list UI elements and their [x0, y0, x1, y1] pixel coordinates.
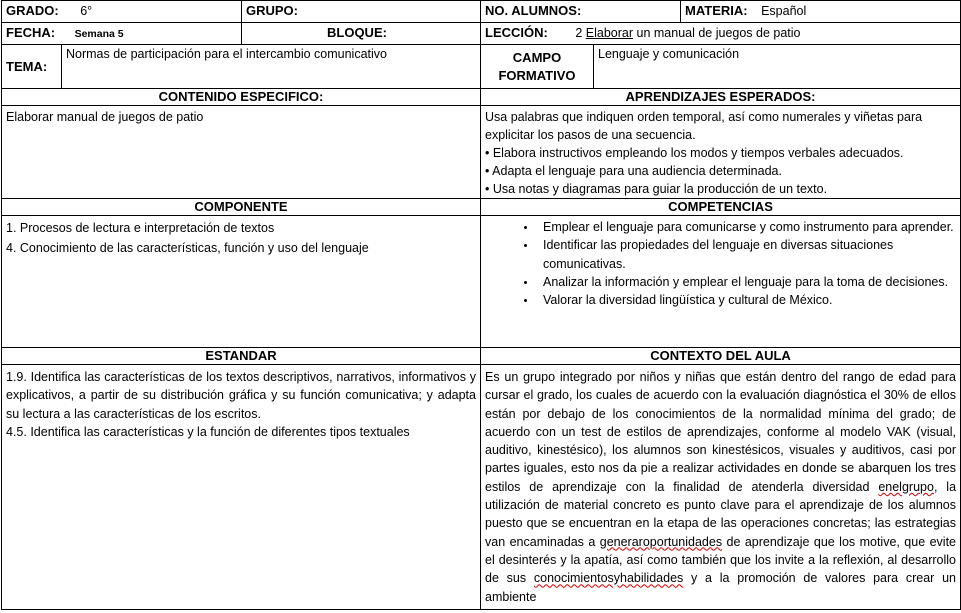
- aprendizaje-line: • Usa notas y diagramas para guiar la producción de un texto.: [485, 182, 828, 196]
- contexto-part: y a la promoción de valores para crear un ambiente: [485, 571, 957, 604]
- materia-label: MATERIA:: [685, 3, 748, 18]
- contenido-heading: CONTENIDO ESPECIFICO:: [2, 89, 481, 106]
- estandar-item: 1.9. Identifica las características de los textos descriptivos, narrativos, informativos y explicativos, a partir de su distribución gráfica y su función comunicativa; y adapta su lectura a las características de los escritos.: [6, 370, 476, 421]
- contexto-part: , la utilización de material concreto es punto clave para el aprendizaje de los alumnos puesto que se encuentran en la etapa de las operaciones concretas; las estrategias van encaminadas a: [485, 479, 957, 549]
- aprendizajes-cell: [481, 106, 961, 199]
- leccion-label: LECCIÓN:: [485, 25, 548, 40]
- header-row-3: [2, 45, 961, 89]
- campo-label-line2: FORMATIVO: [498, 67, 576, 83]
- alumnos-label: NO. ALUMNOS:: [485, 3, 582, 18]
- grado-value: 6°: [80, 4, 93, 18]
- campo-label-cell: [481, 45, 594, 89]
- fecha-cell: [2, 23, 242, 45]
- heading-row-1: [2, 89, 961, 106]
- competencias-heading: COMPETENCIAS: [481, 199, 961, 216]
- estandar-cell: [2, 365, 481, 610]
- content-row-2: [2, 216, 961, 348]
- content-row-3: [2, 365, 961, 610]
- estandar-item: 4.5. Identifica las características y la función de diferentes tipos textuales: [6, 424, 410, 439]
- componente-heading: COMPONENTE: [2, 199, 481, 216]
- alumnos-cell: [481, 1, 681, 23]
- tema-value: Normas de participación para el intercambio comunicativo: [66, 47, 387, 61]
- fecha-label: FECHA:: [6, 25, 56, 40]
- bloque-label: BLOQUE:: [327, 25, 387, 40]
- competencia-item: • Analizar la información y emplear el lenguaje para la toma de decisiones.: [537, 273, 956, 291]
- content-row-1: [2, 106, 961, 199]
- tema-label-cell: [2, 45, 62, 89]
- contexto-text: [485, 368, 956, 606]
- componente-item: 1. Procesos de lectura e interpretación de textos: [6, 221, 275, 235]
- materia-value: Español: [761, 4, 807, 18]
- contexto-part: Es un grupo integrado por niños y niñas que están dentro del rango de edad para cursar el grado, los cuales de acuerdo con la evaluación diagnóstica el 30% de ellos están por debajo de los conocimientos de la normalidad mínima del grado; de acuerdo con un test de estilos de aprendizajes, conforme al modelo VAK (visual, auditivo, kinestésico), los alumnos son kinestésicos, visuales y auditivos, casi por partes iguales, esto nos da pie a realizar actividades en donde se abarquen los tres estilos de aprendizaje con la finalidad de atenderla diversidad: [485, 370, 957, 494]
- campo-value: Lenguaje y comunicación: [598, 47, 740, 61]
- contenido-cell: [2, 106, 481, 199]
- estandar-heading: ESTANDAR: [2, 348, 481, 365]
- heading-row-2: [2, 199, 961, 216]
- aprendizaje-line: Usa palabras que indiquen orden temporal, así como numerales y viñetas para explicitar los pasos de una secuencia.: [485, 110, 923, 142]
- leccion-rest: un manual de juegos de patio: [636, 26, 801, 40]
- lesson-plan-table: [1, 0, 961, 610]
- header-row-1: [2, 1, 961, 23]
- competencias-list: [485, 218, 956, 309]
- contexto-part: de aprendizaje que los motive, que evite el desinterés y la apatía, así como también que los invite a la reflexión, al desarrollo de sus: [485, 534, 957, 586]
- competencia-item: • Identificar las propiedades del lenguaje en diversas situaciones comunicativas.: [537, 236, 956, 273]
- spelling-marked-word: conocimientosyhabilidades: [533, 571, 684, 586]
- aprendizaje-line: • Adapta el lenguaje para una audiencia determinada.: [485, 164, 782, 178]
- competencia-item: • Emplear el lenguaje para comunicarse y como instrumento para aprender.: [537, 218, 956, 236]
- bloque-cell: [242, 23, 481, 45]
- aprendizajes-heading: APRENDIZAJES ESPERADOS:: [481, 89, 961, 106]
- grado-cell: [2, 1, 242, 23]
- fecha-value: Semana 5: [74, 28, 124, 40]
- heading-row-3: [2, 348, 961, 365]
- leccion-underlined: Elaborar: [585, 26, 634, 40]
- componente-item: 4. Conocimiento de las características, función y uso del lenguaje: [6, 241, 369, 255]
- contexto-heading: CONTEXTO DEL AULA: [481, 348, 961, 365]
- leccion-cell: [481, 23, 961, 45]
- tema-value-cell: [62, 45, 481, 89]
- grupo-label: GRUPO:: [246, 3, 298, 18]
- campo-label-line1: CAMPO: [512, 49, 562, 65]
- contexto-cell: [481, 365, 961, 610]
- grupo-cell: [242, 1, 481, 23]
- tema-label: TEMA:: [6, 58, 48, 74]
- aprendizaje-line: • Elabora instructivos empleando los modos y tiempos verbales adecuados.: [485, 146, 904, 160]
- materia-cell: [681, 1, 961, 23]
- grado-label: GRADO:: [6, 3, 59, 18]
- leccion-number: 2: [575, 26, 583, 40]
- competencias-cell: [481, 216, 961, 348]
- spelling-marked-word: generaroportunidades: [599, 534, 723, 549]
- competencia-item: • Valorar la diversidad lingüística y cultural de México.: [537, 291, 956, 309]
- contenido-text: Elaborar manual de juegos de patio: [6, 110, 204, 124]
- campo-value-cell: [594, 45, 961, 89]
- componente-cell: [2, 216, 481, 348]
- spelling-marked-word: enelgrupo: [878, 479, 934, 494]
- header-row-2: [2, 23, 961, 45]
